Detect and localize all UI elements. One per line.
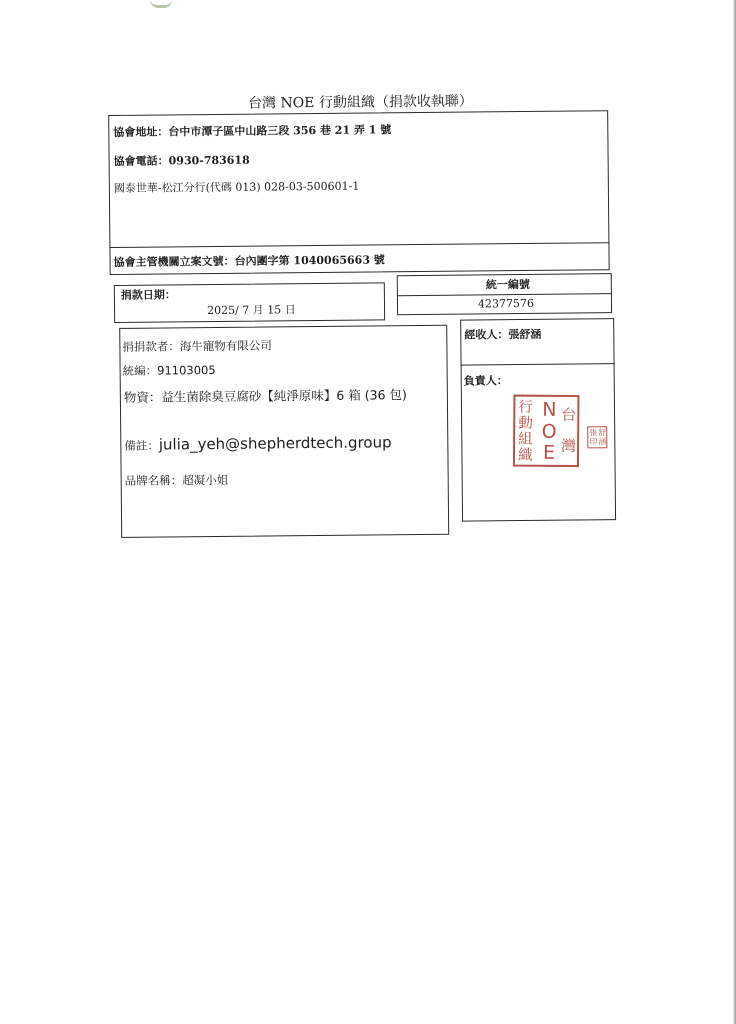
scan-smudge <box>150 0 172 8</box>
donation-date-label: 捐款日期： <box>120 288 176 302</box>
note-row <box>124 435 391 454</box>
note-label: 備註： <box>124 438 159 453</box>
donation-receipt <box>108 93 624 538</box>
handler-name: 經收人：張舒涵 <box>464 327 542 342</box>
receipt-title: 台灣 NOE 行動組織（捐款收執聯） <box>247 93 473 112</box>
association-address: 協會地址：台中市潭子區中山路三段 356 巷 21 弄 1 號 <box>113 123 392 139</box>
donor-tax-id: 統編：91103005 <box>122 362 216 378</box>
responsible-label: 負責人： <box>463 374 508 388</box>
note-value: julia_yeh@shepherdtech.group <box>158 433 392 454</box>
association-phone: 協會電話：0930-783618 <box>113 153 250 168</box>
brand-name: 品牌名稱：超凝小姐 <box>124 472 229 488</box>
unified-number-divider <box>397 293 612 315</box>
unified-number-value: 42377576 <box>477 296 535 311</box>
responsible-section <box>461 363 616 521</box>
donor-name: 捐捐款者：海牛寵物有限公司 <box>122 338 272 354</box>
personal-seal-col-left: 張印 <box>589 428 598 447</box>
registration-number: 協會主管機關立案文號：台內團字第 1040065663 號 <box>113 253 385 269</box>
association-info-box <box>108 110 610 275</box>
association-seal <box>513 395 580 468</box>
bank-account: 國泰世華-松江分行(代碼 013) 028-03-500601-1 <box>113 179 360 195</box>
donation-date-box <box>114 282 385 323</box>
registration-row <box>109 242 609 275</box>
personal-seal-col-right: 舒涵 <box>598 428 607 447</box>
donor-box <box>119 325 449 538</box>
personal-seal <box>587 426 607 448</box>
unified-number-label: 統一編號 <box>485 277 530 292</box>
seal-col-middle: NOE <box>541 398 557 464</box>
seal-col-right: 台灣 <box>561 405 577 456</box>
donation-date-value: 2025/ 7 月 15 日 <box>206 303 296 318</box>
donation-items: 物資：益生菌除臭豆腐砂【純淨原味】6 箱 (36 包) <box>123 387 407 405</box>
handler-box <box>460 318 616 521</box>
unified-number-box <box>397 273 612 315</box>
seal-col-left: 行動組織 <box>517 399 533 464</box>
